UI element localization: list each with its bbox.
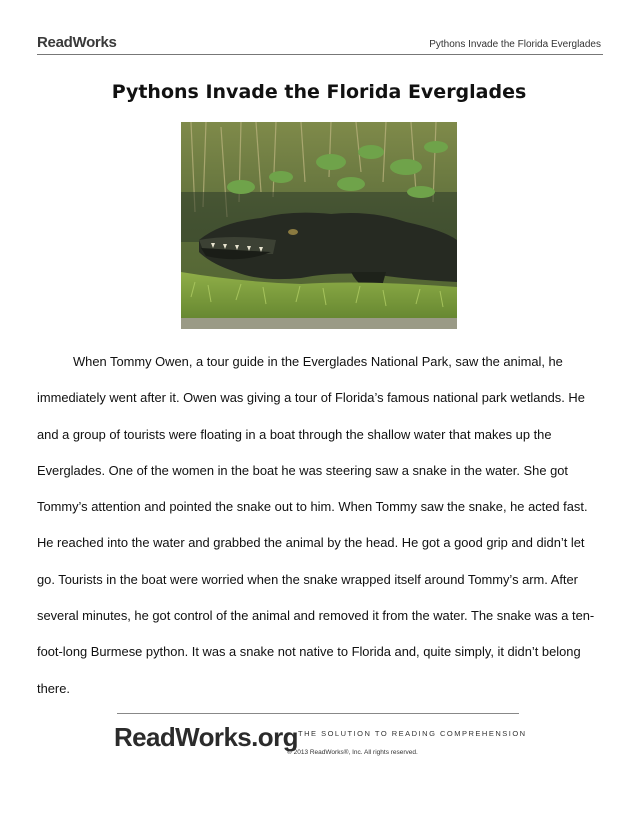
article-paragraph (37, 344, 603, 707)
article-paragraph-text: When Tommy Owen, a tour guide in the Everglades National Park, saw the animal, he immediately went after it. Owen was giving a tour of Florida’s famous national park wetlands. He and a group of tourists were floating in a boat through the shallow water that makes up the Everglades. One of the women in the boat he was steering saw a snake in the water. She got Tommy’s attention and pointed the snake out to him. When Tommy saw the snake, he acted fast. He reached into the water and grabbed the animal by the head. He got a good grip and didn’t let go. Tourists in the boat were worried when the snake wrapped itself around Tommy’s arm. After several minutes, he got control of the animal and removed it from the water. The snake was a ten-foot-long Burmese python. It was a snake not native to Florida and, quite simply, it didn’t belong there. (37, 354, 595, 696)
footer-tagline: THE SOLUTION TO READING COMPREHENSION (298, 729, 527, 738)
footer-copyright: © 2013 ReadWorks®, Inc. All rights reserved. (287, 749, 418, 756)
readworks-logo: ReadWorks (37, 34, 117, 51)
page-header (37, 30, 603, 55)
footer-divider (117, 713, 519, 714)
article-title: Pythons Invade the Florida Everglades (111, 81, 527, 103)
alligator-photo (181, 122, 457, 329)
header-document-title: Pythons Invade the Florida Everglades (429, 39, 601, 50)
readworks-org-logo: ReadWorks.org (114, 722, 298, 752)
